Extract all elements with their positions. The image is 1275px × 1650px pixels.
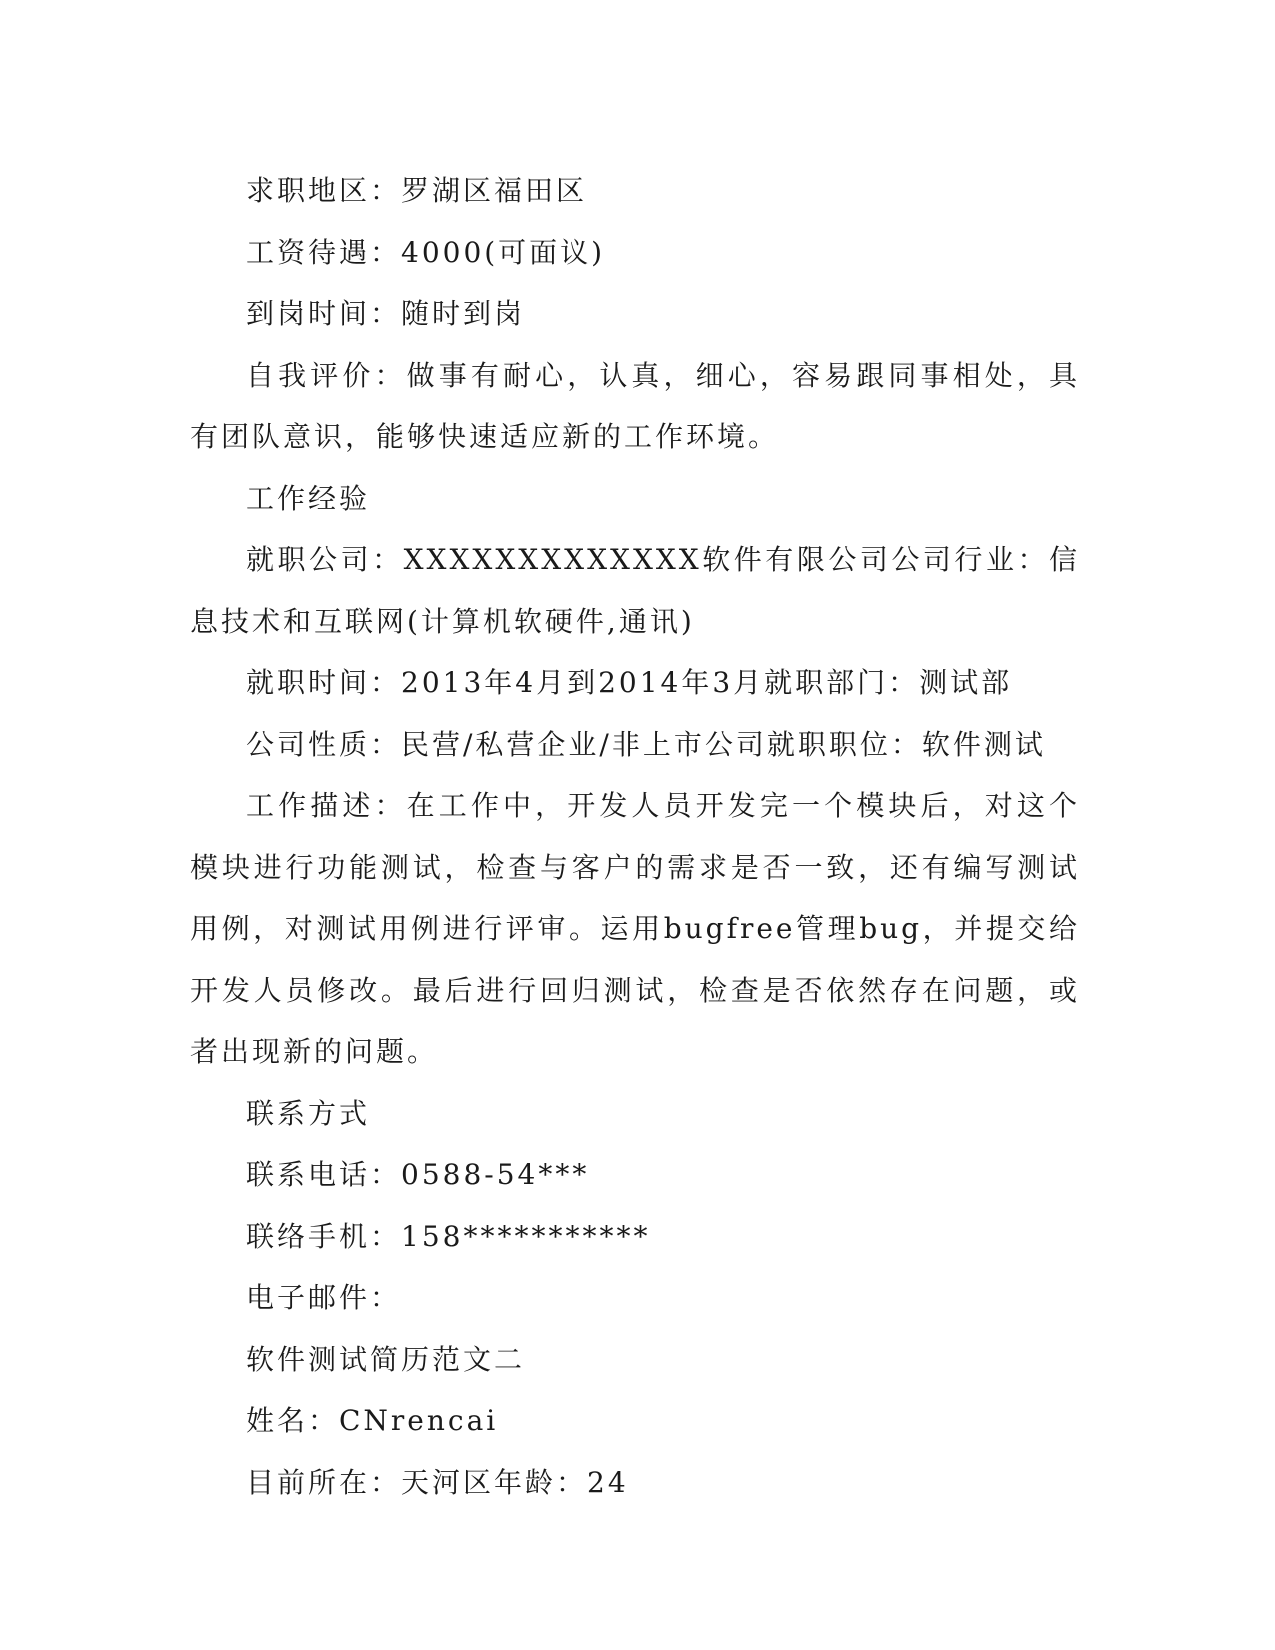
contact-heading: 联系方式 [246, 1096, 371, 1130]
company-paragraph: 就职公司：XXXXXXXXXXXXX软件有限公司公司行业：信息技术和互联网(计算机软硬件,通讯) [190, 543, 1080, 638]
employment-period-line: 就职时间：2013年4月到2014年3月就职部门：测试部 [246, 666, 1013, 699]
mobile-line: 联络手机：158*********** [246, 1219, 651, 1253]
self-evaluation-paragraph: 自我评价：做事有耐心，认真，细心，容易跟同事相处，具有团队意识，能够快速适应新的工作环境。 [190, 358, 1080, 453]
name-line: 姓名：CNrencai [246, 1404, 499, 1437]
company-type-line: 公司性质：民营/私营企业/非上市公司就职职位：软件测试 [246, 727, 1046, 761]
start-time-line: 到岗时间：随时到岗 [246, 297, 526, 330]
location-age-line: 目前所在：天河区年龄：24 [246, 1465, 629, 1499]
phone-line: 联系电话：0588-54*** [246, 1158, 590, 1191]
job-description-paragraph: 工作描述：在工作中，开发人员开发完一个模块后，对这个模块进行功能测试，检查与客户的需求是否一致，还有编写测试用例，对测试用例进行评审。运用bugfree管理bug，并提交给开发人员修改。最后进行回归测试，检查是否依然存在问题，或者出现新的问题。 [190, 789, 1080, 1068]
document-body [190, 160, 1080, 1513]
resume-sample-two-heading: 软件测试简历范文二 [246, 1342, 526, 1376]
job-region-line: 求职地区：罗湖区福田区 [246, 174, 588, 207]
email-line: 电子邮件： [246, 1281, 402, 1314]
work-experience-heading: 工作经验 [246, 481, 371, 515]
salary-line: 工资待遇：4000(可面议) [246, 235, 606, 269]
